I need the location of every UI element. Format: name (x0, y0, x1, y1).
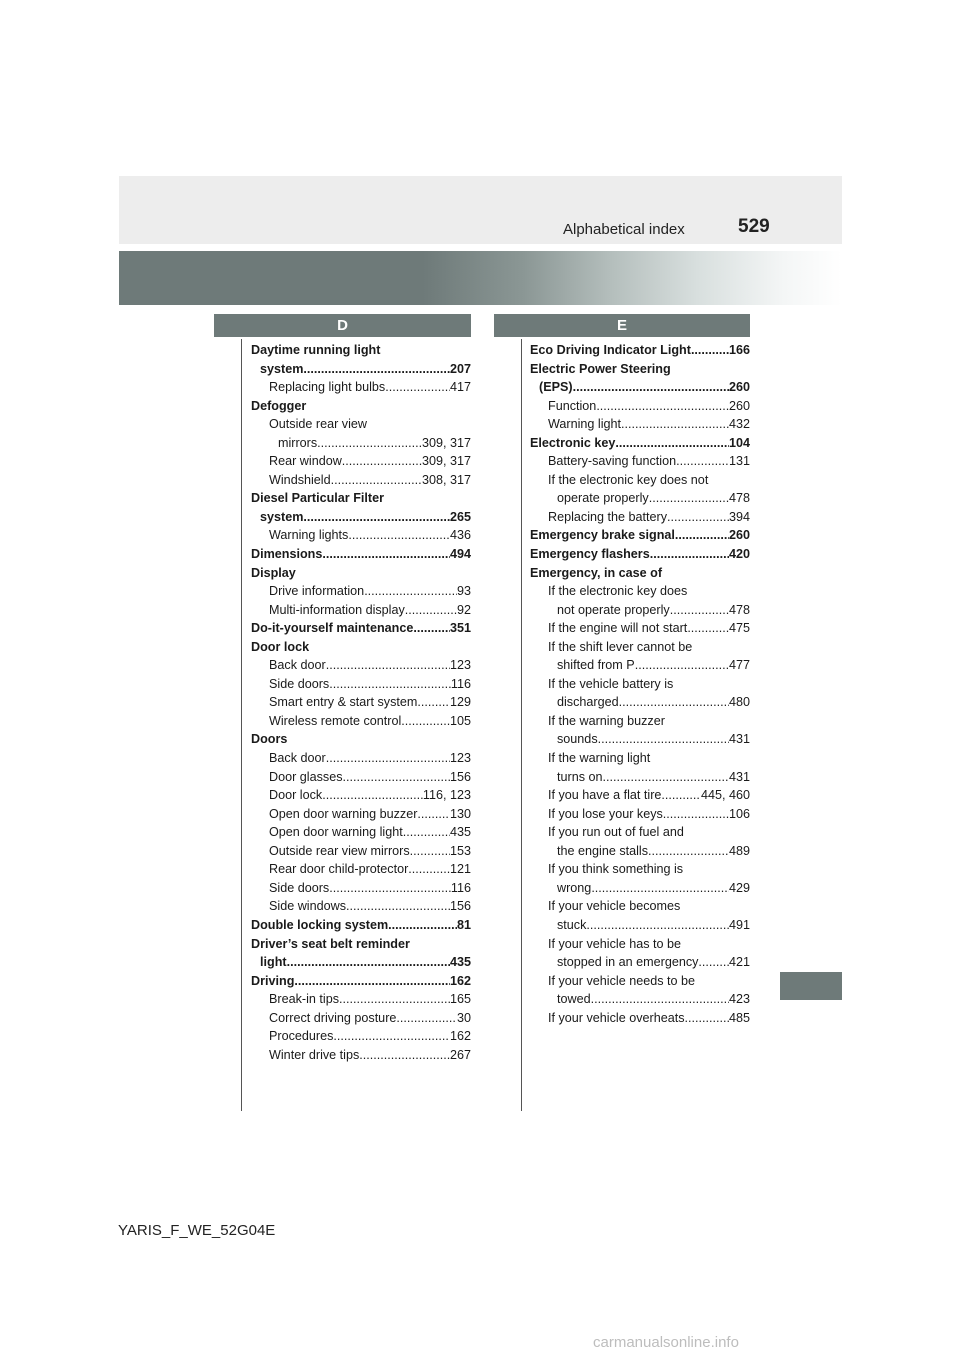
index-entry (251, 360, 471, 379)
index-entry-page: 477 (728, 658, 750, 673)
index-entry (530, 786, 750, 805)
index-entry-page: 494 (449, 547, 471, 562)
page-number: 529 (738, 216, 770, 237)
index-entry (251, 990, 471, 1009)
index-entry (530, 935, 750, 954)
dot-leader (663, 805, 729, 824)
dot-leader (586, 916, 729, 935)
index-entry-text: Defogger (251, 398, 307, 413)
index-entry (530, 601, 750, 620)
index-entry-page: 129 (449, 695, 471, 710)
dot-leader (670, 601, 729, 620)
dot-leader (322, 545, 450, 564)
index-entry-text: If the electronic key does (548, 584, 688, 599)
index-entry (251, 675, 471, 694)
dot-leader (348, 526, 450, 545)
index-entry-text: Rear window (269, 454, 342, 469)
dot-leader (322, 786, 423, 805)
index-entry-page: 420 (728, 547, 750, 562)
index-entry (530, 378, 750, 397)
index-entry-page: 156 (449, 899, 471, 914)
index-entry-page: 480 (728, 695, 750, 710)
index-entry (251, 489, 471, 508)
dot-leader (329, 879, 451, 898)
index-entry-text: (EPS) (539, 380, 573, 395)
index-entry (530, 860, 750, 879)
index-entry-text: Daytime running light (251, 343, 381, 357)
index-entry (251, 564, 471, 583)
index-entry (251, 1027, 471, 1046)
index-entry-page: 153 (449, 843, 471, 858)
index-entry-text: Double locking system (251, 917, 389, 932)
index-entry (251, 786, 471, 805)
index-entry-page: 431 (728, 732, 750, 747)
index-entry-text: Side doors (269, 880, 330, 895)
footer-code: YARIS_F_WE_52G04E (118, 1222, 276, 1239)
index-entry-text: Dimensions (251, 547, 323, 562)
index-entry-page: 260 (728, 528, 750, 543)
index-entry-text: Side windows (269, 899, 347, 914)
index-entry-page: 489 (728, 843, 750, 858)
dot-leader (619, 693, 729, 712)
index-entry-text: wrong (557, 880, 592, 895)
index-entry-page: 260 (728, 398, 750, 413)
dot-leader (685, 1009, 729, 1028)
index-entry (530, 397, 750, 416)
index-entry-page: 435 (449, 825, 471, 840)
dot-leader (385, 378, 450, 397)
dot-leader (333, 1027, 450, 1046)
index-entry-page: 417 (449, 380, 471, 395)
index-entry-page: 123 (449, 658, 471, 673)
dot-leader (408, 860, 450, 879)
index-entry (530, 638, 750, 657)
index-entry (530, 879, 750, 898)
index-entry (251, 619, 471, 638)
index-entry-text: If the warning light (548, 751, 651, 766)
index-entry-page: 130 (449, 806, 471, 821)
index-entry-page: 431 (728, 769, 750, 784)
index-entry-text: Display (251, 565, 296, 580)
index-entry-text: operate properly (557, 491, 649, 506)
index-entry (251, 712, 471, 731)
index-entry-text: Electronic key (530, 435, 616, 450)
dot-leader (417, 805, 450, 824)
index-entry-page: 309, 317 (421, 435, 471, 450)
index-entry (530, 526, 750, 545)
dot-leader (603, 768, 729, 787)
index-entry-text: Driver’s seat belt reminder (251, 936, 410, 951)
index-entry-text: Break-in tips (269, 992, 339, 1007)
index-entry-text: If the warning buzzer (548, 713, 665, 728)
index-entry-page: 156 (449, 769, 471, 784)
dot-leader (396, 1009, 457, 1028)
index-entry-text: Drive information (269, 584, 365, 599)
dot-leader (342, 452, 422, 471)
dot-leader (413, 619, 450, 638)
index-entry-page: 30 (456, 1010, 471, 1025)
index-entry-text: If your vehicle becomes (548, 899, 681, 914)
index-entry-page: 260 (728, 380, 750, 395)
column-divider-e (521, 339, 522, 1111)
index-entry (530, 415, 750, 434)
index-entry-page: 116, 123 (422, 788, 471, 803)
index-entry-text: Side doors (269, 676, 330, 691)
index-entry-text: the engine stalls (557, 843, 649, 858)
dot-leader (675, 526, 729, 545)
index-entry (251, 582, 471, 601)
index-entry (530, 564, 750, 583)
index-entry-page: 435 (449, 955, 471, 970)
index-entry-text: If your vehicle needs to be (548, 973, 696, 988)
index-entry-page: 478 (728, 491, 750, 506)
index-entry (251, 860, 471, 879)
dot-leader (388, 916, 457, 935)
dot-leader (346, 897, 450, 916)
index-entry-text: turns on (557, 769, 603, 784)
index-entry (530, 823, 750, 842)
section-header-e: E (494, 314, 750, 337)
index-entry-text: Diesel Particular Filter (251, 491, 384, 506)
dot-leader (303, 360, 450, 379)
index-entry (530, 1009, 750, 1028)
index-entry-text: Warning light (548, 417, 622, 432)
index-entry (530, 471, 750, 490)
dot-leader (650, 545, 729, 564)
index-entry-text: Wireless remote control (269, 713, 402, 728)
section-header-d: D (214, 314, 471, 337)
index-entry (251, 638, 471, 657)
dot-leader (405, 601, 457, 620)
dot-leader (329, 675, 451, 694)
index-entry-text: Smart entry & start system (269, 695, 418, 710)
index-entry (530, 545, 750, 564)
dot-leader (648, 842, 729, 861)
index-entry-text: light (260, 955, 287, 970)
index-entry (530, 452, 750, 471)
index-entry-text: towed (557, 992, 591, 1007)
index-entry (251, 805, 471, 824)
index-entry (530, 990, 750, 1009)
index-entry (251, 823, 471, 842)
index-entry-text: Back door (269, 751, 326, 766)
index-entry-text: Emergency, in case of (530, 565, 663, 580)
index-entry (251, 730, 471, 749)
index-entry-page: 351 (449, 621, 471, 636)
dot-leader (649, 489, 729, 508)
index-entry-page: 207 (449, 361, 471, 376)
header-title: Alphabetical index (563, 221, 685, 238)
index-entry-page: 106 (728, 806, 750, 821)
index-entry (251, 749, 471, 768)
index-entry (251, 452, 471, 471)
index-entry-page: 116 (450, 880, 471, 895)
dot-leader (573, 378, 729, 397)
index-entry-text: If the shift lever cannot be (548, 639, 693, 654)
dot-leader (417, 693, 450, 712)
index-entry (251, 656, 471, 675)
dot-leader (326, 749, 450, 768)
index-entry-text: Eco Driving Indicator Light (530, 343, 691, 357)
index-entry-text: Warning lights (269, 528, 349, 543)
dot-leader (615, 434, 729, 453)
index-entry (251, 1009, 471, 1028)
index-entry (251, 768, 471, 787)
index-entry-page: 432 (728, 417, 750, 432)
index-entry-text: Doors (251, 732, 288, 747)
index-entry (530, 916, 750, 935)
index-entry-page: 394 (728, 509, 750, 524)
dot-leader (403, 823, 450, 842)
index-entry-text: Battery-saving function (548, 454, 677, 469)
index-entry-page: 166 (728, 343, 750, 357)
index-entry (251, 545, 471, 564)
index-entry-text: If you lose your keys (548, 806, 663, 821)
index-entry (530, 693, 750, 712)
index-entry-page: 485 (728, 1010, 750, 1025)
index-entry-text: If the electronic key does not (548, 472, 709, 487)
index-entry-text: Do-it-yourself maintenance (251, 621, 414, 636)
index-entry-text: sounds (557, 732, 598, 747)
index-entry-text: Correct driving posture (269, 1010, 397, 1025)
index-entry-text: Open door warning buzzer (269, 806, 418, 821)
index-entry (530, 508, 750, 527)
index-entry-text: Function (548, 398, 597, 413)
index-entry-page: 93 (456, 584, 471, 599)
index-entry-text: Windshield (269, 472, 331, 487)
dot-leader (687, 619, 729, 638)
index-entry (530, 842, 750, 861)
index-entry-text: Back door (269, 658, 326, 673)
index-entry (251, 953, 471, 972)
index-entry-page: 445, 460 (700, 788, 750, 803)
index-entry (530, 897, 750, 916)
index-entry (530, 656, 750, 675)
index-entry-page: 162 (449, 1029, 471, 1044)
index-entry-page: 131 (728, 454, 750, 469)
index-entry (251, 601, 471, 620)
dot-leader (359, 1046, 450, 1065)
index-entry (530, 619, 750, 638)
index-entry-text: mirrors (278, 435, 318, 450)
index-entry-text: If you run out of fuel and (548, 825, 684, 840)
index-entry (530, 972, 750, 991)
index-entry-page: 162 (449, 973, 471, 988)
index-entry-page: 92 (456, 602, 471, 617)
dot-leader (596, 397, 729, 416)
index-entry (251, 693, 471, 712)
index-entry-text: Door lock (251, 639, 310, 654)
index-entry-text: Driving (251, 973, 295, 988)
index-entry-text: Rear door child-protector (269, 862, 409, 877)
index-entry-text: Door lock (269, 788, 323, 803)
dot-leader (591, 990, 729, 1009)
index-entry-page: 265 (449, 509, 471, 524)
dot-leader (339, 990, 450, 1009)
index-entry-page: 165 (449, 992, 471, 1007)
index-entry-page: 116 (450, 676, 471, 691)
dot-leader (410, 842, 450, 861)
index-entry (530, 768, 750, 787)
index-entry (251, 415, 471, 434)
index-entry (251, 341, 471, 360)
index-entry (530, 582, 750, 601)
dot-leader (364, 582, 457, 601)
index-entry-page: 105 (449, 713, 471, 728)
dot-leader (331, 471, 422, 490)
index-entry-page: 309, 317 (421, 454, 471, 469)
index-entry (251, 916, 471, 935)
index-entry-text: system (260, 361, 304, 376)
index-entry (251, 434, 471, 453)
index-entry-page: 423 (728, 992, 750, 1007)
dot-leader (667, 508, 729, 527)
index-entry (530, 489, 750, 508)
index-entry-text: shifted from P (557, 658, 635, 673)
index-entry (251, 935, 471, 954)
index-entry-page: 491 (728, 917, 750, 932)
index-entry-text: If your vehicle overheats (548, 1010, 685, 1025)
dot-leader (621, 415, 729, 434)
index-entry-text: Procedures (269, 1029, 334, 1044)
index-entry-page: 421 (728, 955, 750, 970)
index-entry-text: Emergency flashers (530, 547, 650, 562)
index-entry-text: Outside rear view mirrors (269, 843, 410, 858)
dot-leader (591, 879, 729, 898)
index-entry-text: If the engine will not start (548, 621, 688, 636)
dot-leader (343, 768, 450, 787)
index-entry-text: Emergency brake signal (530, 528, 675, 543)
chapter-tab (780, 972, 842, 1000)
index-entry (251, 1046, 471, 1065)
dot-leader (635, 656, 729, 675)
index-entry-text: discharged (557, 695, 619, 710)
column-divider-d (241, 339, 242, 1111)
index-entry-text: stuck (557, 917, 587, 932)
index-entry-page: 478 (728, 602, 750, 617)
index-entry-text: Replacing the battery (548, 509, 668, 524)
dot-leader (317, 434, 422, 453)
index-entry-text: Winter drive tips (269, 1047, 360, 1062)
index-entry-text: If the vehicle battery is (548, 676, 674, 691)
index-entry (530, 712, 750, 731)
dot-leader (676, 452, 729, 471)
index-entry-page: 81 (456, 917, 471, 932)
dot-leader (691, 341, 729, 360)
dot-leader (698, 953, 729, 972)
dot-leader (303, 508, 450, 527)
index-entry-text: Replacing light bulbs (269, 380, 386, 395)
index-entry (251, 378, 471, 397)
index-entry-page: 104 (728, 435, 750, 450)
index-entry (530, 749, 750, 768)
watermark: carmanualsonline.info (593, 1334, 739, 1351)
index-entry-text: stopped in an emergency (557, 955, 699, 970)
index-entry (251, 842, 471, 861)
index-entry (251, 397, 471, 416)
index-entry (251, 897, 471, 916)
index-entry-page: 429 (728, 880, 750, 895)
header-bar (119, 176, 842, 244)
index-entry-text: If your vehicle has to be (548, 936, 682, 951)
index-entry-page: 308, 317 (421, 472, 471, 487)
index-entry-text: If you have a flat tire (548, 788, 662, 803)
index-entry (251, 508, 471, 527)
index-entry (530, 730, 750, 749)
index-entry-page: 436 (449, 528, 471, 543)
index-entry-page: 267 (449, 1047, 471, 1062)
index-entry-page: 123 (449, 751, 471, 766)
section-banner (119, 251, 842, 305)
dot-leader (326, 656, 450, 675)
dot-leader (661, 786, 701, 805)
index-column-d (251, 341, 471, 1064)
index-entry (251, 471, 471, 490)
index-entry (530, 434, 750, 453)
dot-leader (598, 730, 729, 749)
index-entry-text: Open door warning light (269, 825, 403, 840)
index-entry-page: 121 (449, 862, 471, 877)
index-entry-text: Multi-information display (269, 602, 405, 617)
index-entry (530, 341, 750, 360)
dot-leader (294, 972, 450, 991)
index-entry-text: If you think something is (548, 862, 684, 877)
dot-leader (401, 712, 450, 731)
index-entry-text: system (260, 509, 304, 524)
index-entry (530, 675, 750, 694)
index-entry (251, 972, 471, 991)
index-entry (530, 953, 750, 972)
index-entry (251, 879, 471, 898)
index-entry (251, 526, 471, 545)
index-entry (530, 360, 750, 379)
index-entry (530, 805, 750, 824)
index-entry-text: not operate properly (557, 602, 670, 617)
index-entry-page: 475 (728, 621, 750, 636)
index-entry-text: Door glasses (269, 769, 343, 784)
index-entry-text: Outside rear view (269, 417, 367, 432)
index-entry-text: Electric Power Steering (530, 361, 671, 376)
index-column-e (530, 341, 750, 1027)
dot-leader (287, 953, 450, 972)
